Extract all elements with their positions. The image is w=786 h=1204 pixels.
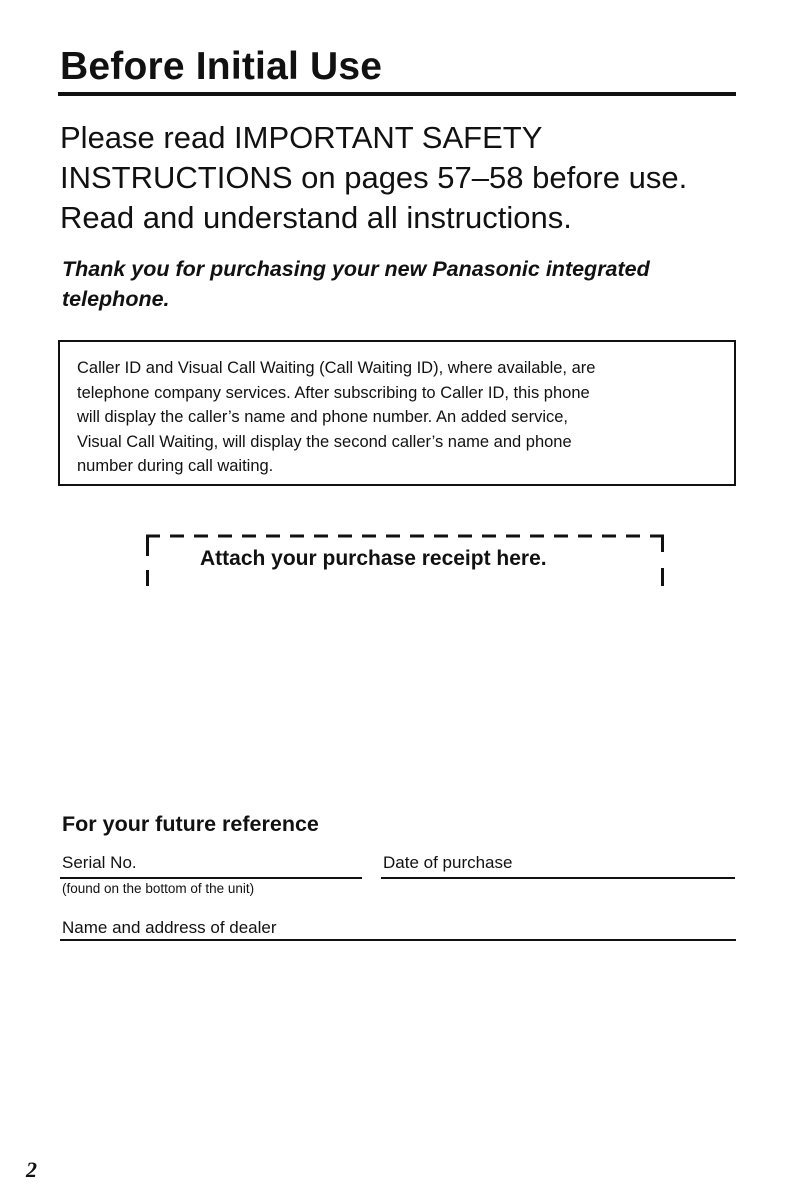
- page-number: 2: [26, 1157, 37, 1182]
- thank-you-message: [62, 254, 742, 314]
- page-title: Before Initial Use: [60, 45, 383, 88]
- serial-number-label: Serial No.: [62, 853, 137, 872]
- title-rule: [58, 92, 736, 96]
- caller-id-info-line: Caller ID and Visual Call Waiting (Call Waiting ID), where available, are: [77, 359, 596, 377]
- safety-notice: [60, 118, 750, 238]
- caller-id-info-box: [58, 340, 736, 486]
- receipt-label: Attach your purchase receipt here.: [200, 547, 547, 570]
- caller-id-info-line: telephone company services. After subscribing to Caller ID, this phone: [77, 383, 590, 402]
- caller-id-info-line: will display the caller’s name and phone number. An added service,: [77, 408, 569, 426]
- safety-notice-line: INSTRUCTIONS on pages 57–58 before use.: [60, 160, 688, 195]
- caller-id-info-line: number during call waiting.: [77, 457, 274, 475]
- serial-number-note: (found on the bottom of the unit): [62, 881, 255, 896]
- serial-number-line: [60, 877, 362, 879]
- dealer-line: [60, 939, 736, 941]
- thank-you-line: telephone.: [62, 287, 170, 311]
- receipt-attachment-area: [146, 530, 664, 586]
- dealer-label: Name and address of dealer: [62, 918, 277, 937]
- future-reference-heading: For your future reference: [62, 812, 319, 836]
- date-of-purchase-line: [381, 877, 735, 879]
- safety-notice-line: Read and understand all instructions.: [60, 200, 572, 235]
- caller-id-info-line: Visual Call Waiting, will display the second caller’s name and phone: [77, 432, 572, 451]
- safety-notice-line: Please read IMPORTANT SAFETY: [60, 120, 543, 155]
- date-of-purchase-label: Date of purchase: [383, 853, 513, 872]
- thank-you-line: Thank you for purchasing your new Panasonic integrated: [62, 257, 650, 281]
